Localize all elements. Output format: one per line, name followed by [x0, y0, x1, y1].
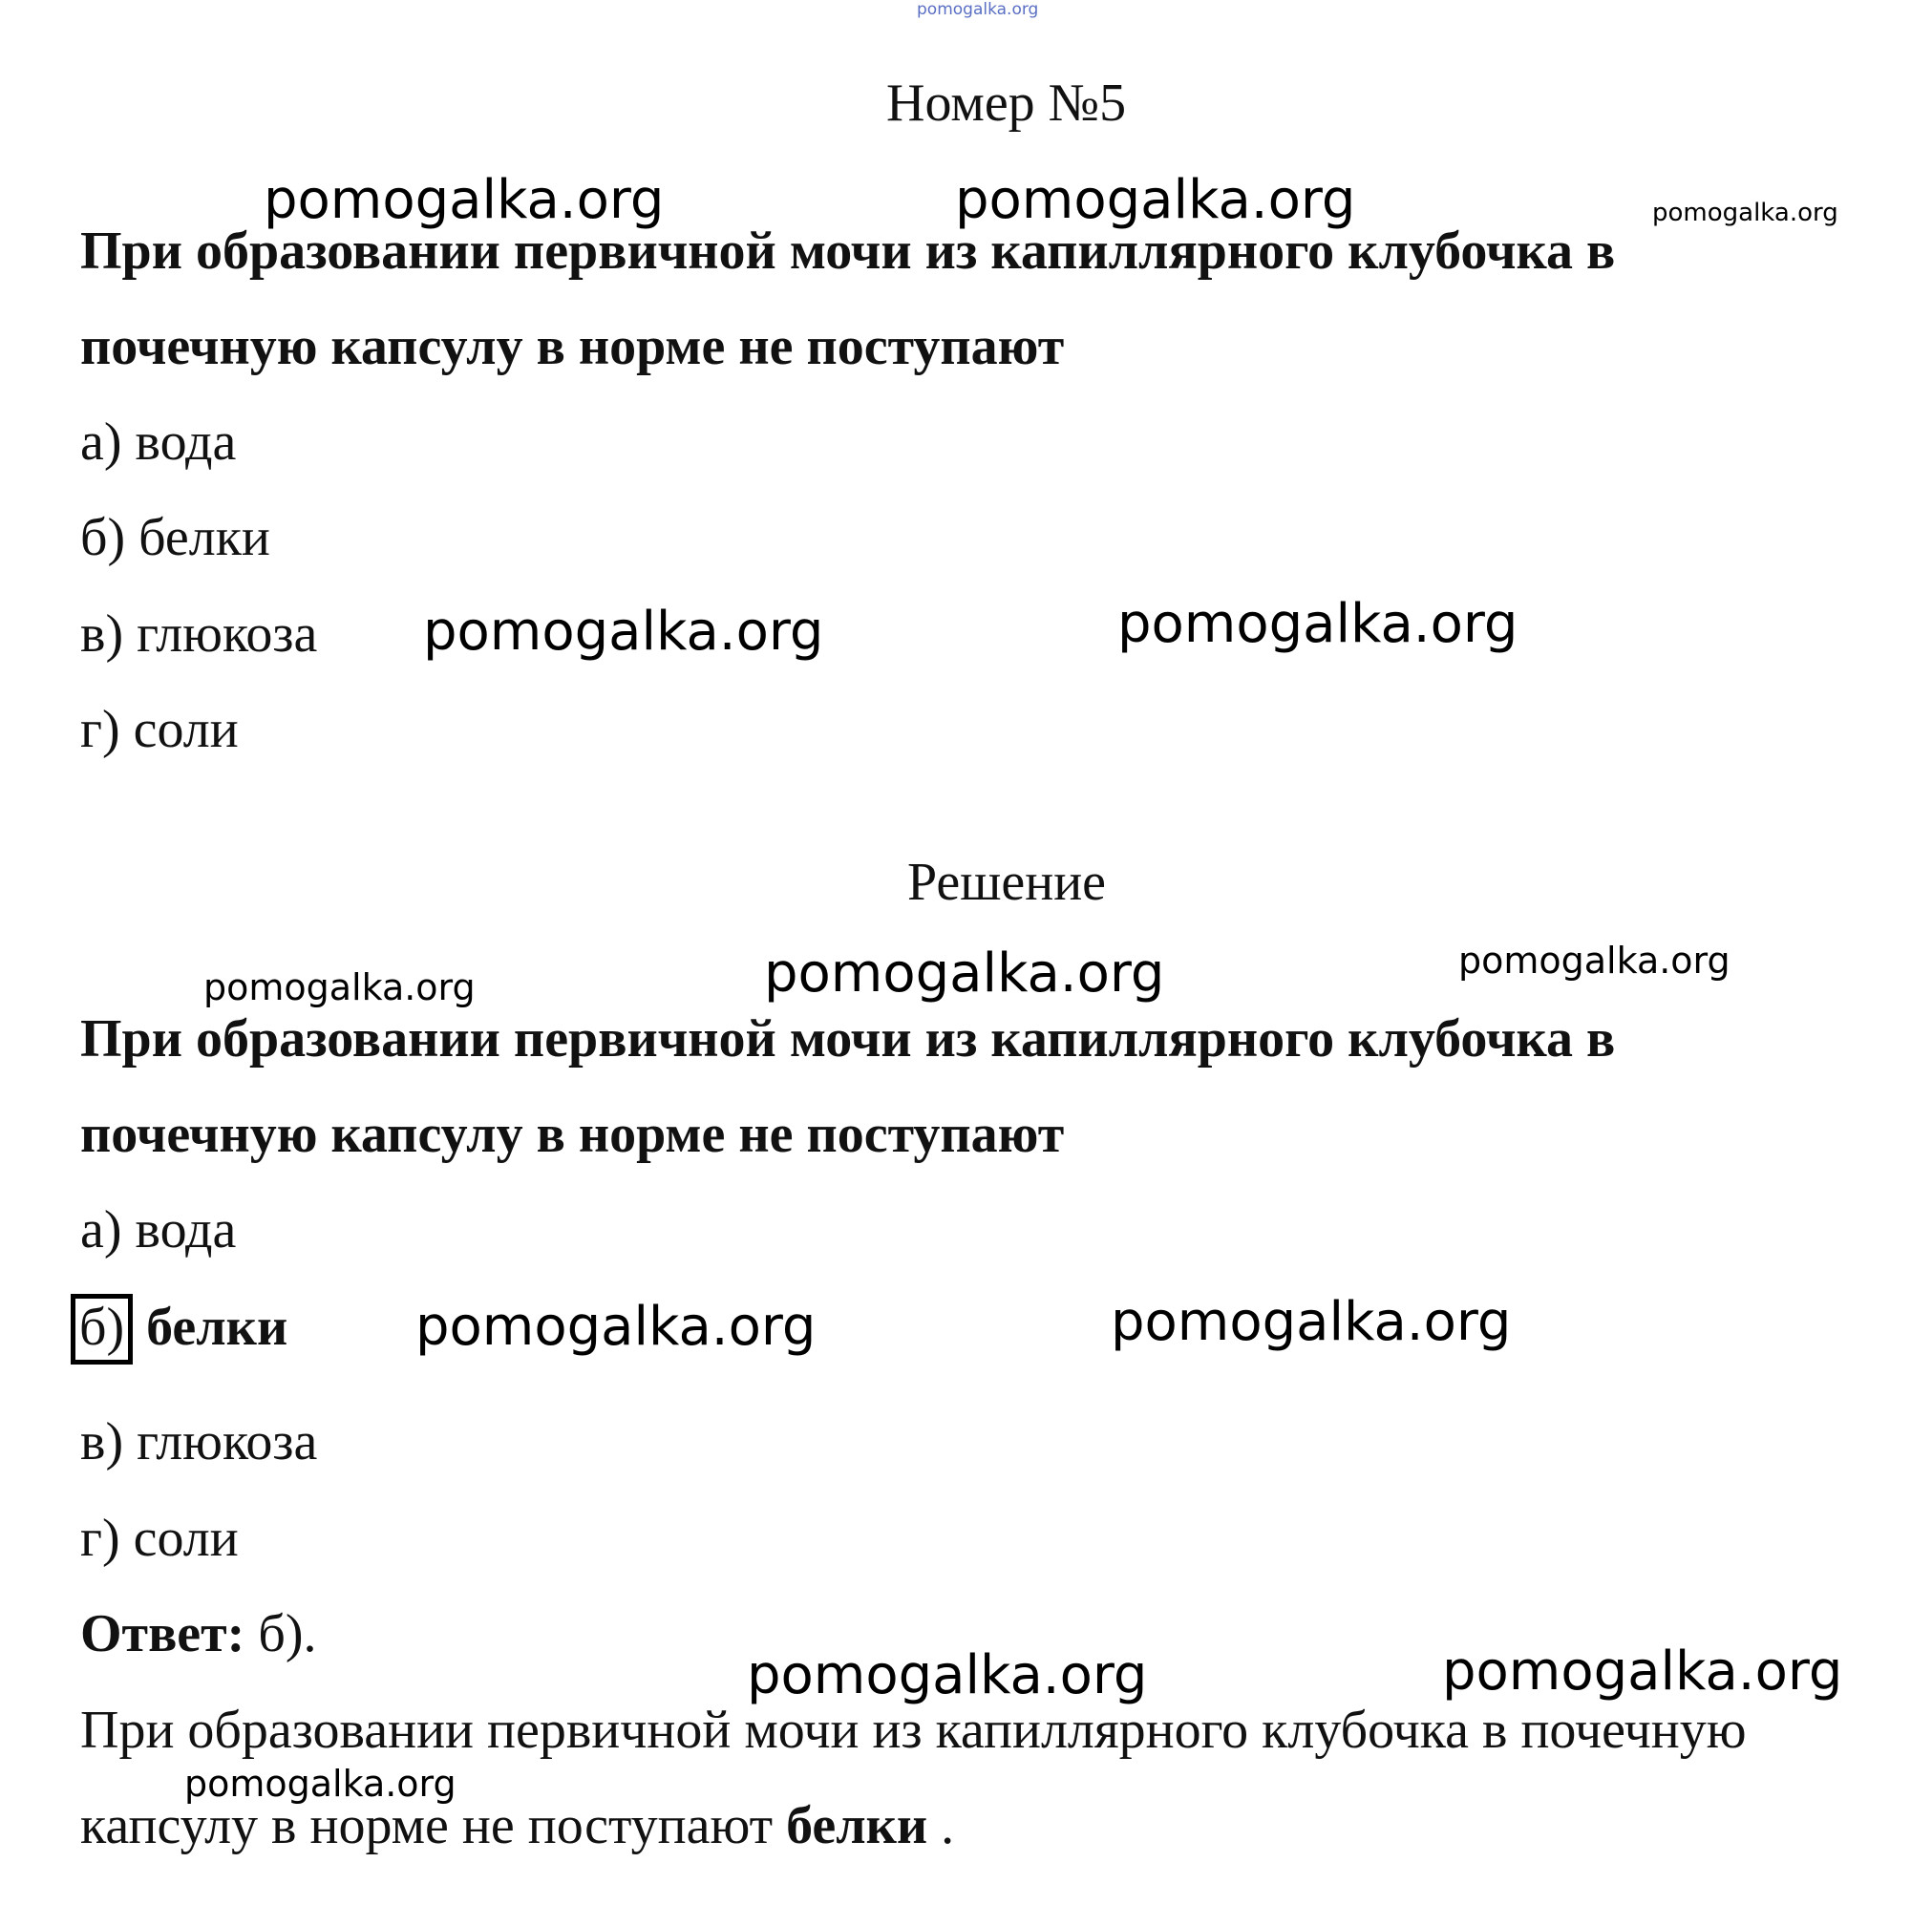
explanation-end: .: [927, 1796, 955, 1855]
option-letter: а): [80, 1200, 122, 1259]
option-letter: в): [80, 1412, 124, 1471]
answer-line: [80, 1604, 317, 1663]
solution-option-b-selected: [80, 1294, 287, 1365]
explanation-line-1: При образовании первичной мочи из капиллярного клубочка в почечную: [80, 1701, 1747, 1760]
option-text: вода: [135, 1200, 237, 1259]
watermark: pomogalka.org: [184, 1763, 456, 1805]
solution-question-line-1: При образовании первичной мочи из капиллярного клубочка в: [80, 1009, 1616, 1069]
answer-value: б).: [258, 1604, 317, 1663]
solution-option-a: [80, 1200, 237, 1259]
top-watermark: pomogalka.org: [917, 0, 1039, 19]
selected-option-box: б): [71, 1294, 133, 1365]
option-text: вода: [135, 413, 237, 472]
watermark: pomogalka.org: [415, 1296, 817, 1358]
option-letter: в): [80, 604, 124, 664]
option-a: [80, 413, 237, 472]
explanation-answer: белки: [786, 1796, 928, 1855]
watermark: pomogalka.org: [1111, 1291, 1512, 1353]
option-letter: б): [80, 508, 126, 567]
watermark: pomogalka.org: [747, 1644, 1148, 1706]
watermark: pomogalka.org: [1458, 940, 1730, 982]
watermark: pomogalka.org: [1117, 593, 1518, 655]
watermark: pomogalka.org: [423, 601, 824, 663]
option-letter: г): [80, 700, 120, 759]
option-d: [80, 700, 239, 759]
watermark: pomogalka.org: [203, 966, 476, 1008]
watermark: pomogalka.org: [764, 942, 1165, 1005]
option-c: [80, 604, 318, 664]
option-b: [80, 508, 270, 567]
solution-question-line-2: почечную капсулу в норме не поступают: [80, 1105, 1065, 1164]
solution-option-c: [80, 1412, 318, 1471]
explanation-line-2: [80, 1796, 955, 1855]
option-text: глюкоза: [137, 1412, 318, 1471]
answer-label: Ответ:: [80, 1604, 245, 1663]
question-line-1: При образовании первичной мочи из капиллярного клубочка в: [80, 222, 1616, 281]
option-text: белки: [138, 508, 270, 567]
solution-option-d: [80, 1509, 239, 1568]
watermark: pomogalka.org: [955, 169, 1356, 231]
option-letter: г): [80, 1509, 120, 1568]
option-letter: а): [80, 413, 122, 472]
option-text: соли: [133, 700, 239, 759]
watermark: pomogalka.org: [264, 169, 665, 231]
page-title: Номер №5: [886, 74, 1127, 133]
watermark: pomogalka.org: [1442, 1640, 1843, 1703]
question-line-2: почечную капсулу в норме не поступают: [80, 317, 1065, 376]
explanation-text: капсулу в норме не поступают: [80, 1796, 787, 1855]
option-text: соли: [133, 1509, 239, 1568]
watermark: pomogalka.org: [1652, 199, 1838, 227]
solution-heading: Решение: [907, 853, 1107, 912]
option-text: глюкоза: [137, 604, 318, 664]
option-text: белки: [146, 1298, 288, 1357]
